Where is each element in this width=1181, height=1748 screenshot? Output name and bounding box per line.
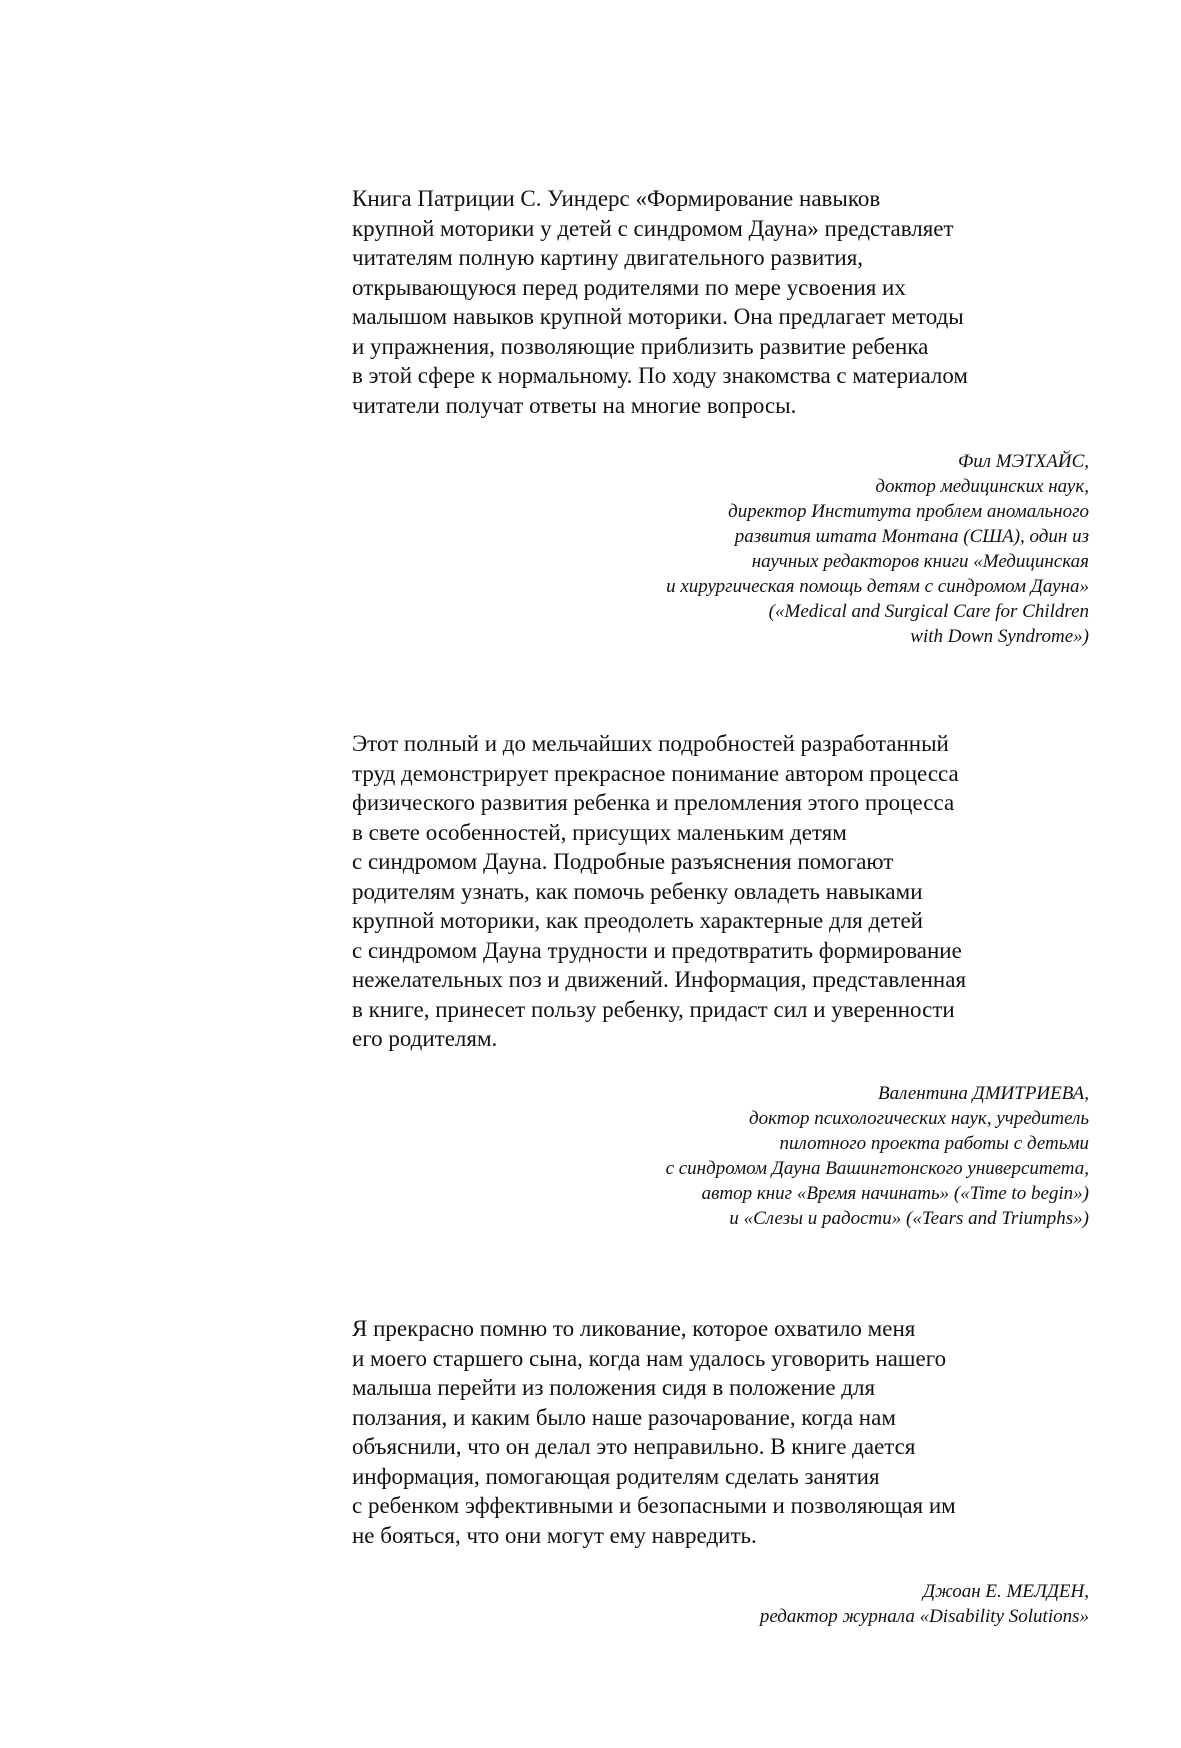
text-line: с синдромом Дауна. Подробные разъяснения помогают [352,849,894,874]
text-line: Книга Патриции С. Уиндерс «Формирование навыков [352,186,881,211]
text-line: ползания, и каким было наше разочарование, когда нам [352,1404,896,1430]
text-line: не бояться, что они могут ему навредить. [352,1522,757,1548]
author-title-line: редактор журнала «Disability Solutions» [759,1606,1089,1627]
text-line: с ребенком эффективными и безопасными и позволяющая им [352,1493,956,1518]
text-line: читатели получат ответы на многие вопросы. [352,392,797,418]
text-line: в свете особенностей, присущих маленьким детям [352,819,847,845]
review-paragraph [352,729,1092,1054]
review-paragraph [352,184,1092,420]
text-line: с синдромом Дауна трудности и предотвратить формирование [352,937,962,963]
author-name: Валентина ДМИТРИЕВА, [878,1083,1089,1104]
review-2-text [352,729,1092,1054]
author-title-line: и «Слезы и радости» («Tears and Triumphs») [729,1208,1089,1229]
text-line: малышом навыков крупной моторики. Она предлагает методы [352,304,964,329]
author-title-line: научных редакторов книги «Медицинская [751,551,1089,572]
text-line: читателям полную картину двигательного развития, [352,245,864,270]
review-1-text [352,184,1092,420]
text-line: Я прекрасно помню то ликование, которое охватило меня [352,1316,916,1341]
text-line: крупной моторики у детей с синдромом Дауна» представляет [352,215,954,241]
text-line: в этой сфере к нормальному. По ходу знакомства с материалом [352,363,968,388]
text-line: родителям узнать, как помочь ребенку овладеть навыками [352,878,923,904]
author-title-line: пилотного проекта работы с детьми [779,1133,1089,1154]
review-1-attribution [349,449,1089,649]
text-line: в книге, принесет пользу ребенку, придаст сил и уверенности [352,996,955,1022]
text-line: и моего старшего сына, когда нам удалось уговорить нашего [352,1345,947,1371]
text-line: информация, помогающая родителям сделать занятия [352,1463,880,1489]
review-3-attribution [349,1579,1089,1629]
review-2-attribution [349,1081,1089,1231]
author-title-line: автор книг «Время начинать» («Time to begin») [701,1183,1089,1204]
text-line: малыша перейти из положения сидя в положение для [352,1375,876,1400]
text-line: крупной моторики, как преодолеть характерные для детей [352,908,923,933]
author-title-line: развития штата Монтана (США), один из [734,526,1089,547]
text-line: объяснили, что он делал это неправильно. В книге дается [352,1434,916,1459]
author-title-line: директор Института проблем аномального [728,501,1089,522]
author-title-line: и хирургическая помощь детям с синдромом Дауна» [666,576,1089,597]
text-line: открывающуюся перед родителями по мере усвоения их [352,274,906,300]
review-paragraph [352,1314,1092,1550]
author-title-line: with Down Syndrome») [910,626,1089,647]
author-name: Джоан Е. МЕЛДЕН, [922,1581,1089,1602]
review-3-text [352,1314,1092,1550]
author-title-line: с синдромом Дауна Вашингтонского университета, [665,1158,1089,1179]
text-line: нежелательных поз и движений. Информация, представленная [352,967,967,992]
text-line: труд демонстрирует прекрасное понимание автором процесса [352,760,959,786]
author-title-line: доктор психологических наук, учредитель [749,1108,1089,1129]
author-name: Фил МЭТХАЙС, [957,451,1089,472]
text-line: его родителям. [352,1026,498,1051]
text-line: физического развития ребенка и преломления этого процесса [352,790,955,815]
text-line: и упражнения, позволяющие приблизить развитие ребенка [352,333,929,359]
text-line: Этот полный и до мельчайших подробностей разработанный [352,731,949,756]
author-title-line: доктор медицинских наук, [875,476,1089,497]
author-title-line: («Medical and Surgical Care for Children [768,601,1089,622]
